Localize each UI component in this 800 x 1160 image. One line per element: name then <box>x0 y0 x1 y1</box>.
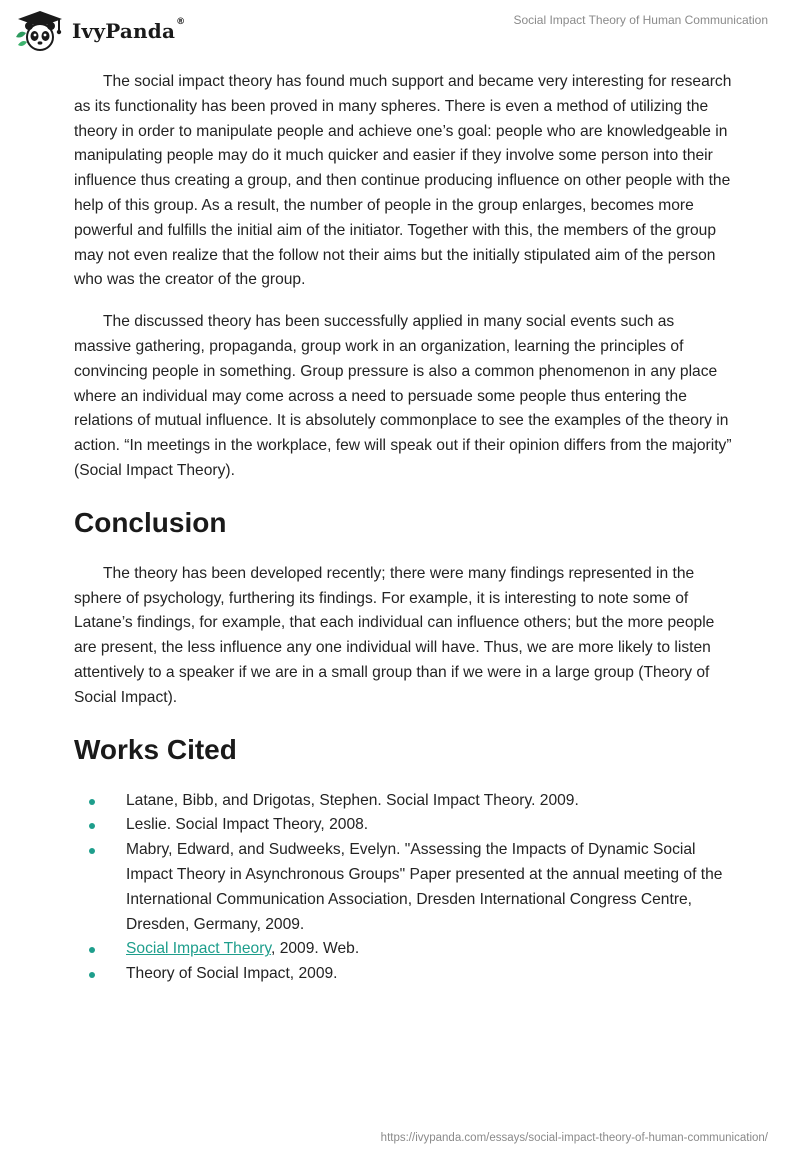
citation-text: Mabry, Edward, and Sudweeks, Evelyn. "Assessing the Impacts of Dynamic Social Impact Theory in Asynchronous Groups" Paper presented at the annual meeting of the International Communication Association, Dresden International Congress Centre, Dresden, Germany, 2009. <box>126 841 723 933</box>
bullet-icon <box>89 799 95 805</box>
citation-text: , 2009. Web. <box>271 940 360 958</box>
bullet-icon <box>89 848 95 854</box>
bullet-icon <box>89 947 95 953</box>
bullet-icon <box>89 823 95 829</box>
conclusion-paragraph: The theory has been developed recently; there were many findings represented in the sphere of psychology, furthering its findings. For example, it is interesting to note some of Latane’s findings, for example, that each individual can influence others; but the more people are present, the less influence any one individual will have. Thus, we are more likely to listen attentively to a speaker if we are in a small group than if we were in a large group (Theory of Social Impact). <box>74 564 715 706</box>
brand-name: IvyPanda® <box>72 17 186 43</box>
citation-link[interactable]: Social Impact Theory <box>126 940 272 958</box>
essay-content <box>74 70 734 987</box>
citation-item <box>74 962 734 987</box>
citation-item <box>74 838 734 937</box>
citation-text: Leslie. Social Impact Theory, 2008. <box>126 816 369 834</box>
conclusion-heading: Conclusion <box>74 506 227 538</box>
citation-item <box>74 937 734 962</box>
ivypanda-logo[interactable] <box>14 9 185 53</box>
document-title: Social Impact Theory of Human Communication <box>513 13 768 27</box>
body-paragraph: The discussed theory has been successfully applied in many social events such as massive gathering, propaganda, group work in an organization, learning the principles of convincing people in something. Group pressure is also a common phenomenon in any place where an individual may come across a need to persuade some people thus entering the relations of mutual influence. It is absolutely commonplace to see the examples of the theory in action. “In meetings in the workplace, few will speak out if their opinion differs from the majority” (Social Impact Theory). <box>74 313 732 479</box>
panda-graduate-icon <box>14 9 66 53</box>
citation-text: Latane, Bibb, and Drigotas, Stephen. Social Impact Theory. 2009. <box>126 791 579 809</box>
page-header <box>0 0 800 60</box>
citation-text: Theory of Social Impact, 2009. <box>126 965 338 983</box>
registered-mark: ® <box>176 17 186 27</box>
bullet-icon <box>89 972 95 978</box>
works-cited-list <box>74 789 734 987</box>
citation-item <box>74 813 734 838</box>
works-cited-heading: Works Cited <box>74 733 237 765</box>
source-url: https://ivypanda.com/essays/social-impact-theory-of-human-communication/ <box>380 1132 768 1144</box>
body-paragraph: The social impact theory has found much support and became very interesting for research as its functionality has been proved in many spheres. There is even a method of utilizing the theory in order to manipulate people and achieve one’s goal: people who are knowledgeable in manipulating people may do it much quicker and easier if they involve some person into their influence thus creating a group, and then continue producing influence on other people with the help of this group. As a result, the number of people in the group enlarges, becomes more powerful and fulfills the initial aim of the initiator. Together with this, the members of the group may not even realize that the follow not their aims but the initially stipulated aim of the person who was the creator of the group. <box>74 73 732 289</box>
citation-item <box>74 789 734 814</box>
